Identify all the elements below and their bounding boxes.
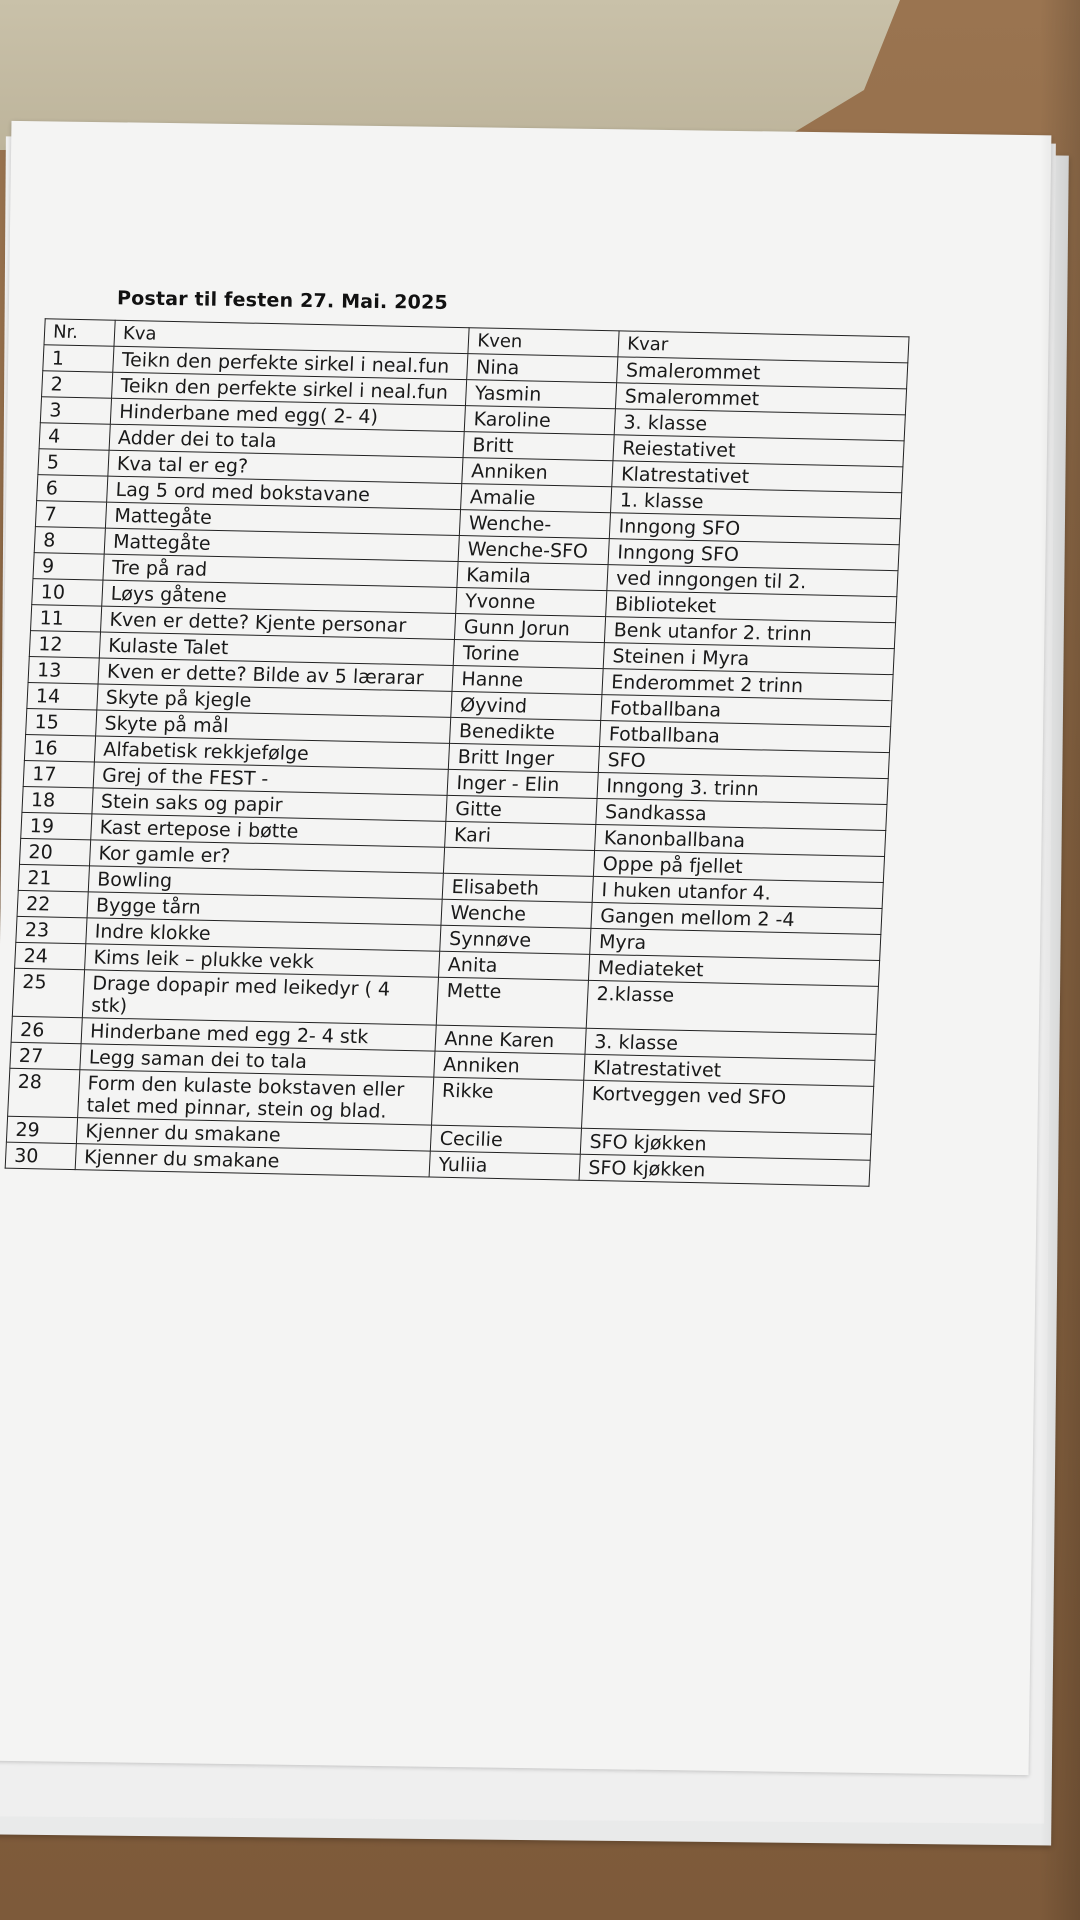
nr-cell: 28 [8, 1068, 80, 1117]
kva-cell: Stein saks og papir [92, 788, 448, 821]
kva-cell: Hinderbane med egg( 2- 4) [110, 398, 466, 431]
paper-sheet [0, 121, 1051, 1775]
nr-cell: 17 [23, 760, 94, 787]
kven-cell: Anniken [434, 1051, 585, 1080]
kvar-cell: Gangen mellom 2 -4 [591, 902, 882, 934]
kva-cell: Løys gåtene [102, 580, 458, 613]
kven-cell: Nina [467, 354, 618, 383]
kvar-cell: Smalerommet [617, 357, 908, 389]
document-title: Postar til festen 27. Mai. 2025 [116, 287, 449, 314]
kva-cell: Kims leik – plukke vekk [84, 944, 440, 977]
nr-cell: 13 [28, 657, 99, 684]
kva-cell: Tre på rad [103, 554, 459, 587]
nr-cell: 24 [15, 942, 86, 969]
nr-cell: 27 [10, 1042, 81, 1069]
column-header-nr: Nr. [44, 319, 115, 346]
kva-cell: Kven er dette? Kjente personar [100, 606, 456, 639]
kven-cell: Inger - Elin [447, 769, 598, 798]
kva-cell: Adder dei to tala [109, 424, 465, 457]
kvar-cell: Mediateket [589, 954, 880, 986]
kvar-cell: Fotballbana [600, 721, 891, 753]
kvar-cell: Kortveggen ved SFO [582, 1080, 874, 1134]
kven-cell: Hanne [452, 665, 603, 694]
kven-cell: Gunn Jorun [455, 613, 606, 642]
document-content [13, 286, 915, 1182]
kva-cell: Teikn den perfekte sirkel i neal.fun [111, 372, 467, 405]
kva-cell: Kjenner du smakane [75, 1144, 431, 1177]
kvar-cell: I huken utanfor 4. [592, 876, 883, 908]
nr-cell: 18 [22, 786, 93, 813]
nr-cell: 3 [40, 397, 111, 424]
nr-cell: 14 [27, 683, 98, 710]
kvar-cell: 3. klasse [585, 1028, 876, 1060]
kva-cell: Kjenner du smakane [76, 1118, 432, 1151]
kvar-cell: Klatrestativet [612, 461, 903, 493]
column-header-kva: Kva [114, 320, 470, 353]
kvar-cell: Smalerommet [616, 383, 907, 415]
column-header-kven: Kven [468, 328, 619, 357]
kven-cell [444, 847, 595, 876]
kvar-cell: Biblioteket [606, 591, 897, 623]
kvar-cell: 2.klasse [586, 980, 878, 1034]
kva-cell: Skyte på mål [96, 710, 452, 743]
kven-cell: Britt Inger [449, 743, 600, 772]
nr-cell: 21 [18, 864, 89, 891]
nr-cell: 8 [34, 527, 105, 554]
kven-cell: Wenche [441, 899, 592, 928]
kven-cell: Anita [439, 951, 590, 980]
kven-cell: Yvonne [456, 588, 607, 617]
kvar-cell: Klatrestativet [584, 1054, 875, 1086]
kva-cell: Kven er dette? Bilde av 5 lærarar [98, 658, 454, 691]
nr-cell: 23 [16, 916, 87, 943]
kven-cell: Kamila [457, 562, 608, 591]
nr-cell: 11 [31, 605, 102, 632]
kvar-cell: Inngong SFO [608, 539, 899, 571]
kvar-cell: 1. klasse [611, 487, 902, 519]
kvar-cell: Benk utanfor 2. trinn [605, 617, 896, 649]
kven-cell: Karoline [465, 406, 616, 435]
kva-cell: Bygge tårn [87, 892, 443, 925]
kva-cell: Grej of the FEST - [93, 762, 449, 795]
kvar-cell: ved inngongen til 2. [607, 565, 898, 597]
kven-cell: Cecilie [431, 1125, 582, 1154]
kvar-cell: 3. klasse [614, 409, 905, 441]
nr-cell: 26 [11, 1016, 82, 1043]
kva-cell: Hinderbane med egg 2- 4 stk [81, 1018, 437, 1051]
nr-cell: 15 [26, 709, 97, 736]
kvar-cell: Inngong 3. trinn [597, 773, 888, 805]
kva-cell: Mattegåte [104, 528, 460, 561]
kvar-cell: Enderommet 2 trinn [602, 669, 893, 701]
kvar-cell: Myra [590, 928, 881, 960]
table-body [5, 345, 908, 1186]
nr-cell: 12 [29, 631, 100, 658]
nr-cell: 29 [6, 1116, 77, 1143]
kva-cell: Alfabetisk rekkjefølge [94, 736, 450, 769]
kva-cell: Kast ertepose i bøtte [91, 814, 447, 847]
kven-cell: Torine [454, 639, 605, 668]
kvar-cell: Fotballbana [601, 695, 892, 727]
kven-cell: Amalie [461, 484, 612, 513]
nr-cell: 7 [35, 501, 106, 528]
nr-cell: 19 [21, 812, 92, 839]
kva-cell: Mattegåte [105, 502, 461, 535]
kven-cell: Wenche- [460, 510, 611, 539]
kven-cell: Anne Karen [435, 1025, 586, 1054]
kven-cell: Øyvind [451, 691, 602, 720]
kva-cell: Kor gamle er? [89, 840, 445, 873]
kven-cell: Wenche-SFO [458, 536, 609, 565]
column-header-kvar: Kvar [618, 331, 909, 363]
kvar-cell: Oppe på fjellet [594, 850, 885, 882]
kvar-cell: Steinen i Myra [603, 643, 894, 675]
nr-cell: 25 [12, 968, 84, 1017]
kva-cell: Lag 5 ord med bokstavane [107, 476, 463, 509]
kven-cell: Gitte [446, 795, 597, 824]
nr-cell: 20 [19, 838, 90, 865]
kven-cell: Benedikte [450, 717, 601, 746]
nr-cell: 4 [39, 423, 110, 450]
kvar-cell: SFO kjøkken [581, 1128, 872, 1160]
kven-cell: Anniken [462, 458, 613, 487]
stations-table [5, 318, 910, 1186]
kvar-cell: Sandkassa [596, 798, 887, 830]
kven-cell: Kari [445, 821, 596, 850]
kven-cell: Synnøve [440, 925, 591, 954]
nr-cell: 5 [38, 449, 109, 476]
kva-cell: Legg saman dei to tala [80, 1044, 436, 1077]
kva-cell: Bowling [88, 866, 444, 899]
kva-cell: Form den kulaste bokstaven eller talet med pinnar, stein og blad. [78, 1070, 435, 1125]
kva-cell: Kva tal er eg? [108, 450, 464, 483]
kvar-cell: Kanonballbana [595, 824, 886, 856]
kven-cell: Rikke [432, 1077, 584, 1128]
nr-cell: 16 [24, 734, 95, 761]
kvar-cell: Reiestativet [613, 435, 904, 467]
kven-cell: Yasmin [466, 380, 617, 409]
nr-cell: 9 [33, 553, 104, 580]
kven-cell: Yuliia [429, 1151, 580, 1180]
nr-cell: 1 [43, 345, 114, 372]
kva-cell: Indre klokke [86, 918, 442, 951]
kven-cell: Mette [437, 977, 589, 1028]
kven-cell: Elisabeth [443, 873, 594, 902]
nr-cell: 22 [17, 890, 88, 917]
kva-cell: Teikn den perfekte sirkel i neal.fun [113, 346, 469, 379]
kven-cell: Britt [463, 432, 614, 461]
kvar-cell: SFO kjøkken [579, 1154, 870, 1186]
kva-cell: Kulaste Talet [99, 632, 455, 665]
nr-cell: 6 [37, 475, 108, 502]
nr-cell: 2 [42, 371, 113, 398]
kva-cell: Drage dopapir med leikedyr ( 4 stk) [82, 970, 439, 1025]
nr-cell: 30 [5, 1142, 76, 1169]
kva-cell: Skyte på kjegle [97, 684, 453, 717]
nr-cell: 10 [32, 579, 103, 606]
kvar-cell: SFO [599, 747, 890, 779]
kvar-cell: Inngong SFO [610, 513, 901, 545]
